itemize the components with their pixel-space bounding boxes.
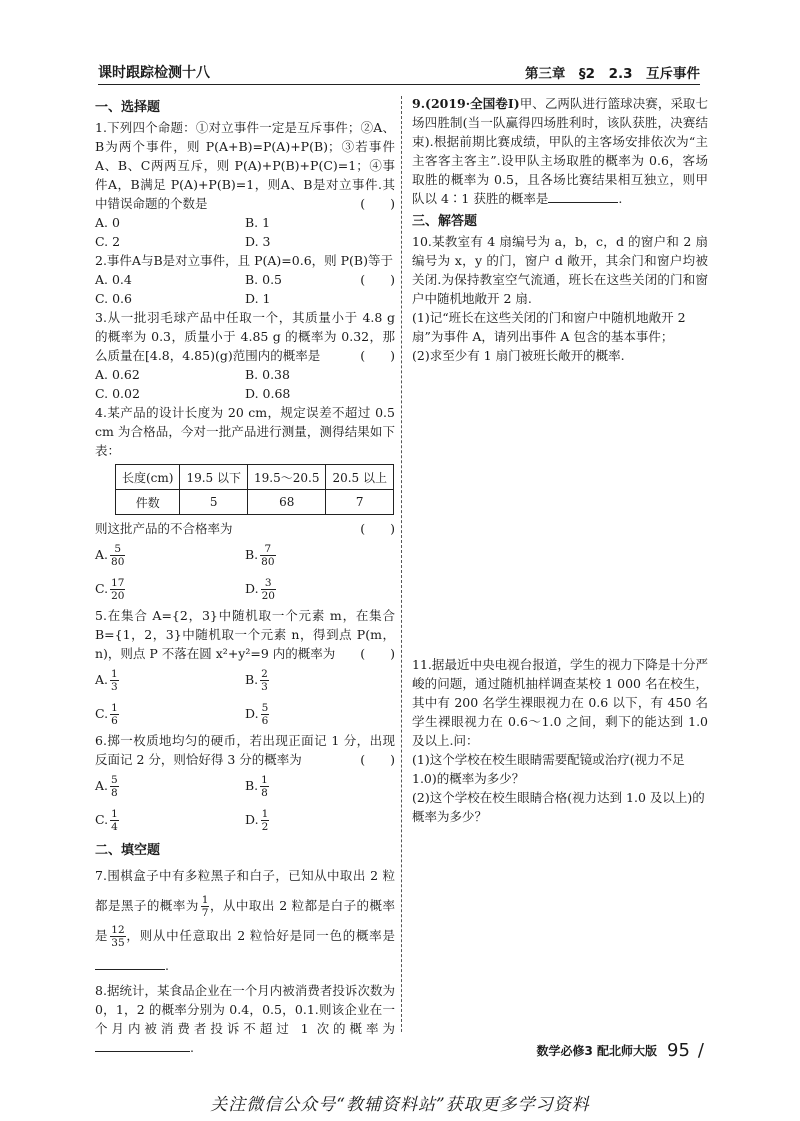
- q6-option-a[interactable]: A. $\frac{5}{8}$: [95, 774, 118, 799]
- table-cell: 68: [248, 490, 326, 515]
- q3-text: 3.从一批羽毛球产品中任取一个，其质量小于 4.8 g 的概率为 0.3，质量小于 4.85 g 的概率为 0.32，那么质量在[4.8，4.85)(g)范围内的概率是: [95, 310, 395, 363]
- q1-text: 1.下列四个命题：①对立事件一定是互斥事件；②A、B为两个事件，则 P(A+B)=P(A)+P(B)；③若事件A、B、C两两互斥，则 P(A)+P(B)+P(C)=1；④事件A，B满足 P(A)+P(B)=1，则A、B是对立事件.其中错误命题的个数是: [95, 120, 395, 211]
- q10-part-2: (2)求至少有 1 扇门被班长敞开的概率.: [412, 348, 625, 363]
- table-row: [116, 490, 394, 515]
- page-header: [98, 60, 700, 85]
- left-column: [95, 94, 395, 1057]
- q2-option-b[interactable]: B. 0.5: [245, 272, 283, 287]
- q2-option-a[interactable]: A. 0.4: [95, 272, 132, 287]
- page-footer: [537, 1040, 704, 1061]
- q4-option-b[interactable]: B. $\frac{7}{80}$: [245, 543, 275, 568]
- q6-text: 6.掷一枚质地均匀的硬币，若出现正面记 1 分，出现反面记 2 分，则恰好得 3 分的概率为: [95, 733, 395, 767]
- q5-option-c[interactable]: C. $\frac{1}{6}$: [95, 702, 118, 727]
- q3-options: [95, 365, 395, 403]
- q10-answer-space[interactable]: [412, 365, 708, 595]
- question-9: 9.(2019·全国卷Ⅰ)甲、乙两队进行篮球决赛，采取七场四胜制(当一队赢得四场胜利时，该队获胜，决赛结束).根据前期比赛成绩，甲队的主客场安排依次为“主主客客主客主”.设甲队主场取胜的概率为 0.6，客场取胜的概率为 0.5，且各场比赛结果相互独立，则甲队以 4∶1 获胜的概率是 .: [412, 96, 708, 206]
- question-7: 7.围棋盒子中有多粒黑子和白子，已知从中取出 2 粒都是黑子的概率为 $\frac{1}{7}$ ，从中取出 2 粒都是白子的概率是 $\frac{12}{35}$ ，则从中任意取出 2 粒恰好是同一色的概率是.: [95, 868, 395, 973]
- q5-option-b[interactable]: B. $\frac{2}{3}$: [245, 668, 268, 693]
- q10-part-1: (1)记“班长在这些关闭的门和窗户中随机地敞开 2 扇”为事件 A，请列出事件 A 包含的基本事件；: [412, 310, 686, 344]
- q2-option-c[interactable]: C. 0.6: [95, 291, 132, 306]
- worksheet-title: 课时跟踪检测十八: [98, 65, 210, 81]
- q3-option-c[interactable]: C. 0.02: [95, 386, 140, 401]
- section-answer: 三、解答题: [412, 214, 478, 229]
- q6-option-c[interactable]: C. $\frac{1}{4}$: [95, 808, 118, 833]
- question-1: [95, 118, 395, 213]
- q5-answer-bracket: ( ): [360, 646, 395, 661]
- q1-option-a[interactable]: A. 0: [95, 215, 120, 230]
- table-row: [116, 465, 394, 490]
- table-cell: 19.5～20.5: [248, 465, 326, 490]
- chapter-title: 第三章 §2 2.3 互斥事件: [524, 66, 700, 82]
- table-cell: 件数: [116, 490, 180, 515]
- q6-option-d[interactable]: D. $\frac{1}{2}$: [245, 808, 269, 833]
- q8-answer-blank[interactable]: [95, 1039, 190, 1052]
- table-cell: 20.5 以上: [326, 465, 394, 490]
- footer-slash: /: [697, 1040, 704, 1061]
- q9-source: 9.(2019·全国卷Ⅰ): [412, 96, 520, 111]
- q4-option-c[interactable]: C. $\frac{17}{20}$: [95, 577, 125, 602]
- q7-fraction-1: $\frac{1}{7}$: [201, 894, 209, 919]
- question-6: [95, 731, 395, 769]
- right-column: [412, 94, 708, 826]
- question-8: 8.据统计，某食品企业在一个月内被消费者投诉次数为 0，1，2 的概率分别为 0.4，0.5，0.1.则该企业在一个月内被消费者投诉不超过 1 次的概率为.: [95, 983, 395, 1055]
- q2-options: [95, 270, 360, 308]
- q5-option-a[interactable]: A. $\frac{1}{3}$: [95, 668, 118, 693]
- q4-tail: [95, 519, 395, 538]
- q11-part-1: (1)这个学校在校生眼睛需要配镜或治疗(视力不足1.0)的概率为多少？: [412, 752, 685, 786]
- question-10: [412, 232, 708, 308]
- bottom-note: 关注微信公众号“教辅资料站”获取更多学习资料: [210, 1095, 590, 1115]
- q4-text: 4.某产品的设计长度为 20 cm，规定误差不超过 0.5 cm 为合格品，今对一批产品进行测量，测得结果如下表：: [95, 405, 395, 458]
- q6-options: [95, 769, 395, 837]
- table-cell: 5: [180, 490, 248, 515]
- question-11: [412, 655, 708, 750]
- q1-options: [95, 213, 395, 251]
- q7-text-b: ，从中取出 2 粒都是白子的概率是: [95, 898, 395, 943]
- q2-option-d[interactable]: D. 1: [245, 291, 271, 306]
- section-choice: 一、选择题: [95, 100, 161, 115]
- q3-answer-bracket: ( ): [360, 348, 395, 363]
- q7-answer-blank[interactable]: [95, 957, 165, 970]
- q5-text: 5.在集合 A={2，3}中随机取一个元素 m，在集合 B={1，2，3}中随机取一个元素 n，得到点 P(m，n)，则点 P 不落在圆 x²+y²=9 内的概率为: [95, 608, 395, 661]
- q4-table: [115, 464, 394, 515]
- q1-option-c[interactable]: C. 2: [95, 234, 121, 249]
- q9-answer-blank[interactable]: [548, 190, 618, 203]
- q1-answer-bracket: ( ): [360, 196, 395, 211]
- q1-option-b[interactable]: B. 1: [245, 215, 271, 230]
- q3-option-a[interactable]: A. 0.62: [95, 367, 140, 382]
- q7-text-c: ，则从中任意取出 2 粒恰好是同一色的概率是: [125, 928, 395, 943]
- column-divider: [401, 96, 402, 1032]
- q2-answer-bracket: ( ): [360, 272, 395, 287]
- q2-text: 2.事件A与B是对立事件，且 P(A)=0.6，则 P(B)等于: [95, 253, 393, 268]
- q10-text: 10.某教室有 4 扇编号为 a，b，c，d 的窗户和 2 扇编号为 x，y 的门，窗户 d 敞开，其余门和窗户均被关闭.为保持教室空气流通，班长在这些关闭的门和窗户中随机地敞开 2 扇.: [412, 234, 708, 306]
- table-cell: 7: [326, 490, 394, 515]
- book-title: 数学必修3 配北师大版: [536, 1044, 658, 1058]
- q4-tail-text: 则这批产品的不合格率为: [95, 521, 233, 536]
- q1-option-d[interactable]: D. 3: [245, 234, 271, 249]
- q4-option-d[interactable]: D. $\frac{3}{20}$: [245, 577, 275, 602]
- table-cell: 19.5 以下: [180, 465, 248, 490]
- q7-text-a: 7.围棋盒子中有多粒黑子和白子，已知从中取出 2 粒都是黑子的概率为: [95, 868, 395, 913]
- q4-option-a[interactable]: A. $\frac{5}{80}$: [95, 543, 125, 568]
- q11-text: 11.据最近中央电视台报道，学生的视力下降是十分严峻的问题，通过随机抽样调查某校 1 000 名在校生，其中有 200 名学生裸眼视力在 0.6 以下，有 450 名学生裸眼视力在 0.6～1.0 之间，剩下的能达到 1.0 及以上.问：: [412, 657, 708, 748]
- section-fill: 二、填空题: [95, 843, 161, 858]
- q11-part-2: (2)这个学校在校生眼睛合格(视力达到 1.0 及以上)的概率为多少？: [412, 790, 705, 824]
- question-4: [95, 403, 395, 460]
- table-cell: 长度(cm): [116, 465, 180, 490]
- q6-option-b[interactable]: B. $\frac{1}{8}$: [245, 774, 268, 799]
- q6-answer-bracket: ( ): [360, 752, 395, 767]
- q8-text: 8.据统计，某食品企业在一个月内被消费者投诉次数为 0，1，2 的概率分别为 0.4，0.5，0.1.则该企业在一个月内被消费者投诉不超过 1 次的概率为: [95, 983, 395, 1036]
- q5-option-d[interactable]: D. $\frac{5}{6}$: [245, 702, 269, 727]
- q4-options: [95, 538, 395, 606]
- q5-options: [95, 663, 395, 731]
- page-number: 95: [667, 1040, 690, 1061]
- q4-answer-bracket: ( ): [360, 521, 395, 536]
- question-3: [95, 308, 395, 365]
- q7-fraction-2: $\frac{12}{35}$: [111, 924, 125, 949]
- q3-option-b[interactable]: B. 0.38: [245, 367, 290, 382]
- question-5: [95, 606, 395, 663]
- q9-text: 甲、乙两队进行篮球决赛，采取七场四胜制(当一队赢得四场胜利时，该队获胜，决赛结束).根据前期比赛成绩，甲队的主客场安排依次为“主主客客主客主”.设甲队主场取胜的概率为 0.6，客场取胜的概率为 0.5，且各场比赛结果相互独立，则甲队以 4∶1 获胜的概率是: [412, 96, 708, 206]
- q3-option-d[interactable]: D. 0.68: [245, 386, 291, 401]
